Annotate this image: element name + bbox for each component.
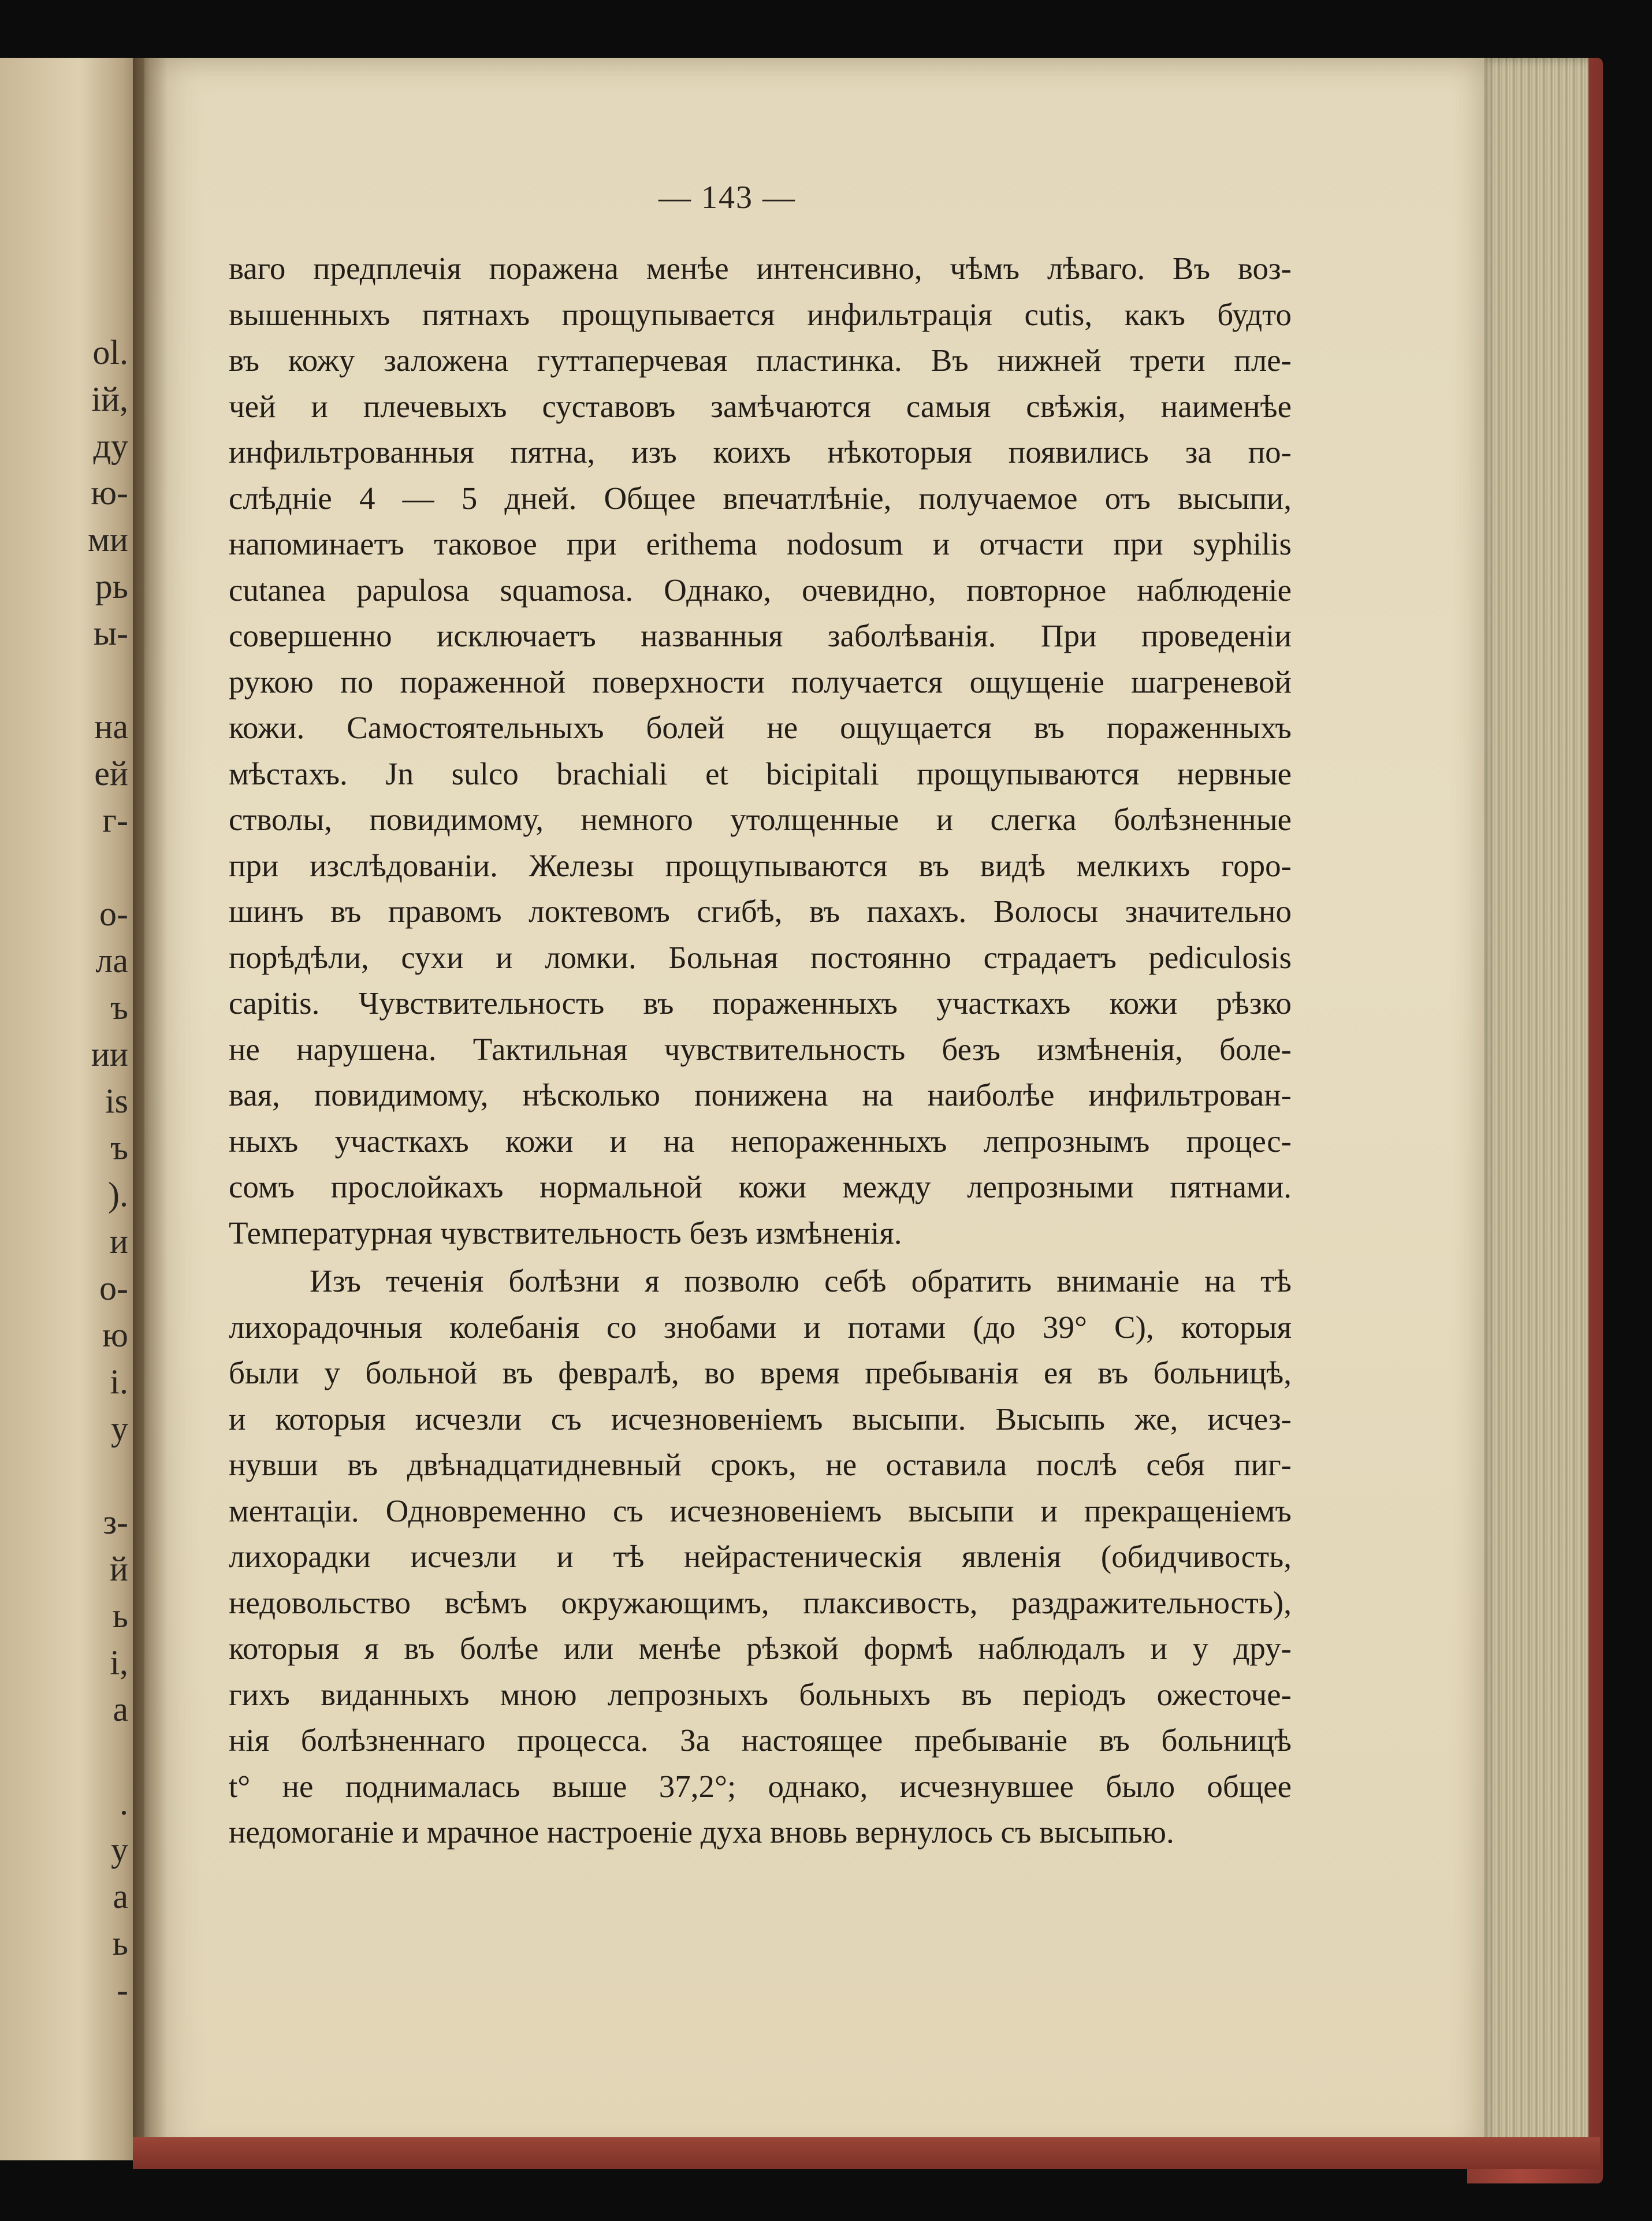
left-page-fragment: а <box>113 1690 128 1728</box>
text-line: ваго предплечія поражена менѣе интенсивно, чѣмъ лѣваго. Въ воз- <box>229 251 1292 286</box>
paragraph-1 <box>229 245 1292 1256</box>
left-page-fragment: ии <box>91 1035 128 1073</box>
text-line: ментаціи. Одновременно съ исчезновеніемъ высыпи и прекращеніемъ <box>229 1493 1292 1528</box>
text-line: cutanea papulosa squamosa. Однако, очевидно, повторное наблюденіе <box>229 572 1292 608</box>
left-page-fragment <box>0 1733 133 1780</box>
text-line: мѣстахъ. Jn sulco brachiali et bicipitali прощупываются нервные <box>229 756 1292 791</box>
text-line: были у больной въ февралѣ, во время пребыванія ея въ больницѣ, <box>229 1355 1292 1390</box>
text-line: въ кожу заложена гуттаперчевая пластинка. Въ нижней трети пле- <box>229 343 1292 378</box>
left-page-fragment: і, <box>110 1643 128 1681</box>
left-page-fragment: и <box>109 1222 128 1260</box>
page-number: — 143 — <box>658 180 796 215</box>
left-page-fragment: о- <box>99 895 128 933</box>
left-page-fragment: й <box>109 1550 128 1588</box>
left-page-fragment: ol. <box>92 333 128 371</box>
text-line: стволы, повидимому, немного утолщенные и слегка болѣзненные <box>229 802 1292 837</box>
book-gutter <box>133 58 168 2160</box>
text-line: сомъ прослойкахъ нормальной кожи между лепрозными пятнами. <box>229 1169 1292 1204</box>
text-line: совершенно исключаетъ названныя заболѣванія. При проведеніи <box>229 618 1292 653</box>
text-line: не нарушена. Тактильная чувствительность безъ измѣненія, боле- <box>229 1031 1292 1067</box>
left-page-fragment: ій, <box>91 380 128 418</box>
page-body-text <box>229 245 1292 1855</box>
text-line: которыя я въ болѣе или менѣе рѣзкой формѣ наблюдалъ и у дру- <box>229 1631 1292 1666</box>
left-page-fragment: ей <box>94 754 128 793</box>
left-page-fragment: рь <box>95 567 128 605</box>
left-page-fragment: - <box>117 1971 128 2009</box>
left-page-fragment: is <box>105 1082 128 1120</box>
text-line: при изслѣдованіи. Железы прощупываются въ видѣ мелкихъ горо- <box>229 847 1292 883</box>
text-line: вышенныхъ пятнахъ прощупывается инфильтрація cutis, какъ будто <box>229 296 1292 332</box>
text-line: недомоганіе и мрачное настроеніе духа вновь вернулось съ высыпью. <box>229 1814 1174 1850</box>
page-stack-edges <box>1479 58 1588 2166</box>
text-line: и которыя исчезли съ исчезновеніемъ высыпи. Высыпь же, исчез- <box>229 1401 1292 1437</box>
text-line: лихорадки исчезли и тѣ нейрастеническія явленія (обидчивость, <box>229 1539 1292 1574</box>
left-page-fragment: ъ <box>110 1129 128 1167</box>
left-page-fragment: г- <box>102 801 128 839</box>
text-line: ныхъ участкахъ кожи и на непораженныхъ лепрознымъ процес- <box>229 1123 1292 1159</box>
left-page-fragment: а <box>113 1877 128 1915</box>
left-page-fragment: о- <box>99 1269 128 1307</box>
left-page-fragment: ю- <box>91 474 128 512</box>
text-line: порѣдѣли, сухи и ломки. Больная постоянно страдаетъ pediculosis <box>229 939 1292 975</box>
left-page-fragment: ду <box>93 427 128 465</box>
left-page-fragment: ). <box>108 1175 128 1214</box>
text-line: Изъ теченія болѣзни я позволю себѣ обратить вниманіе на тѣ <box>310 1263 1292 1299</box>
left-page-fragment: ь <box>112 1597 128 1635</box>
left-page-fragment <box>0 1452 133 1499</box>
text-line: инфильтрованныя пятна, изъ коихъ нѣкоторыя появились за по- <box>229 434 1292 470</box>
text-line: недовольство всѣмъ окружающимъ, плаксивость, раздражительность), <box>229 1584 1292 1620</box>
text-line: лихорадочныя колебанія со знобами и потами (до 39° C), которыя <box>229 1309 1292 1345</box>
text-line: напоминаетъ таковое при erithema nodosum и отчасти при syphilis <box>229 526 1292 561</box>
text-line: вая, повидимому, нѣсколько понижена на наиболѣе инфильтрован- <box>229 1077 1292 1113</box>
left-page-fragment: у <box>111 1831 128 1869</box>
text-line: гихъ виданныхъ мною лепрозныхъ больныхъ въ періодъ ожесточе- <box>229 1676 1292 1712</box>
left-page-fragment: у <box>111 1409 128 1448</box>
text-line: слѣдніе 4 — 5 дней. Общее впечатлѣніе, получаемое отъ высыпи, <box>229 480 1292 516</box>
text-line: нувши въ двѣнадцатидневный срокъ, не оставила послѣ себя пиг- <box>229 1447 1292 1482</box>
text-line: Температурная чувствительность безъ измѣненія. <box>229 1215 902 1251</box>
left-page-fragment <box>0 844 133 891</box>
text-line: capitis. Чувствительность въ пораженныхъ участкахъ кожи рѣзко <box>229 985 1292 1021</box>
paragraph-2 <box>229 1258 1292 1855</box>
left-page-fragment: ы- <box>93 614 128 652</box>
left-page-fragment: ь <box>112 1924 128 1962</box>
text-line: нія болѣзненнаго процесса. За настоящее пребываніе въ больницѣ <box>229 1723 1292 1758</box>
text-line: чей и плечевыхъ суставовъ замѣчаются самыя свѣжія, наименѣе <box>229 388 1292 424</box>
left-page-fragment: ми <box>87 520 128 559</box>
text-line: кожи. Самостоятельныхъ болей не ощущается въ пораженныхъ <box>229 710 1292 745</box>
left-page-fragment: . <box>120 1784 128 1822</box>
text-line: рукою по пораженной поверхности получается ощущеніе шагреневой <box>229 664 1292 700</box>
left-page-fragment: на <box>94 708 128 746</box>
text-line: t° не поднималась выше 37,2°; однако, исчезнувшее было общее <box>229 1768 1292 1804</box>
left-page <box>0 58 144 2160</box>
left-page-fragment: з- <box>103 1503 128 1541</box>
text-line: шинъ въ правомъ локтевомъ сгибѣ, въ пахахъ. Волосы значительно <box>229 894 1292 929</box>
book-bottom-edge <box>133 2137 1600 2169</box>
left-page-text-fragments <box>0 329 133 2014</box>
left-page-fragment <box>0 657 133 704</box>
left-page-fragment: ла <box>95 942 128 980</box>
left-page-fragment: ъ <box>110 988 128 1026</box>
left-page-fragment: і. <box>110 1363 128 1401</box>
left-page-fragment: ю <box>102 1316 128 1354</box>
